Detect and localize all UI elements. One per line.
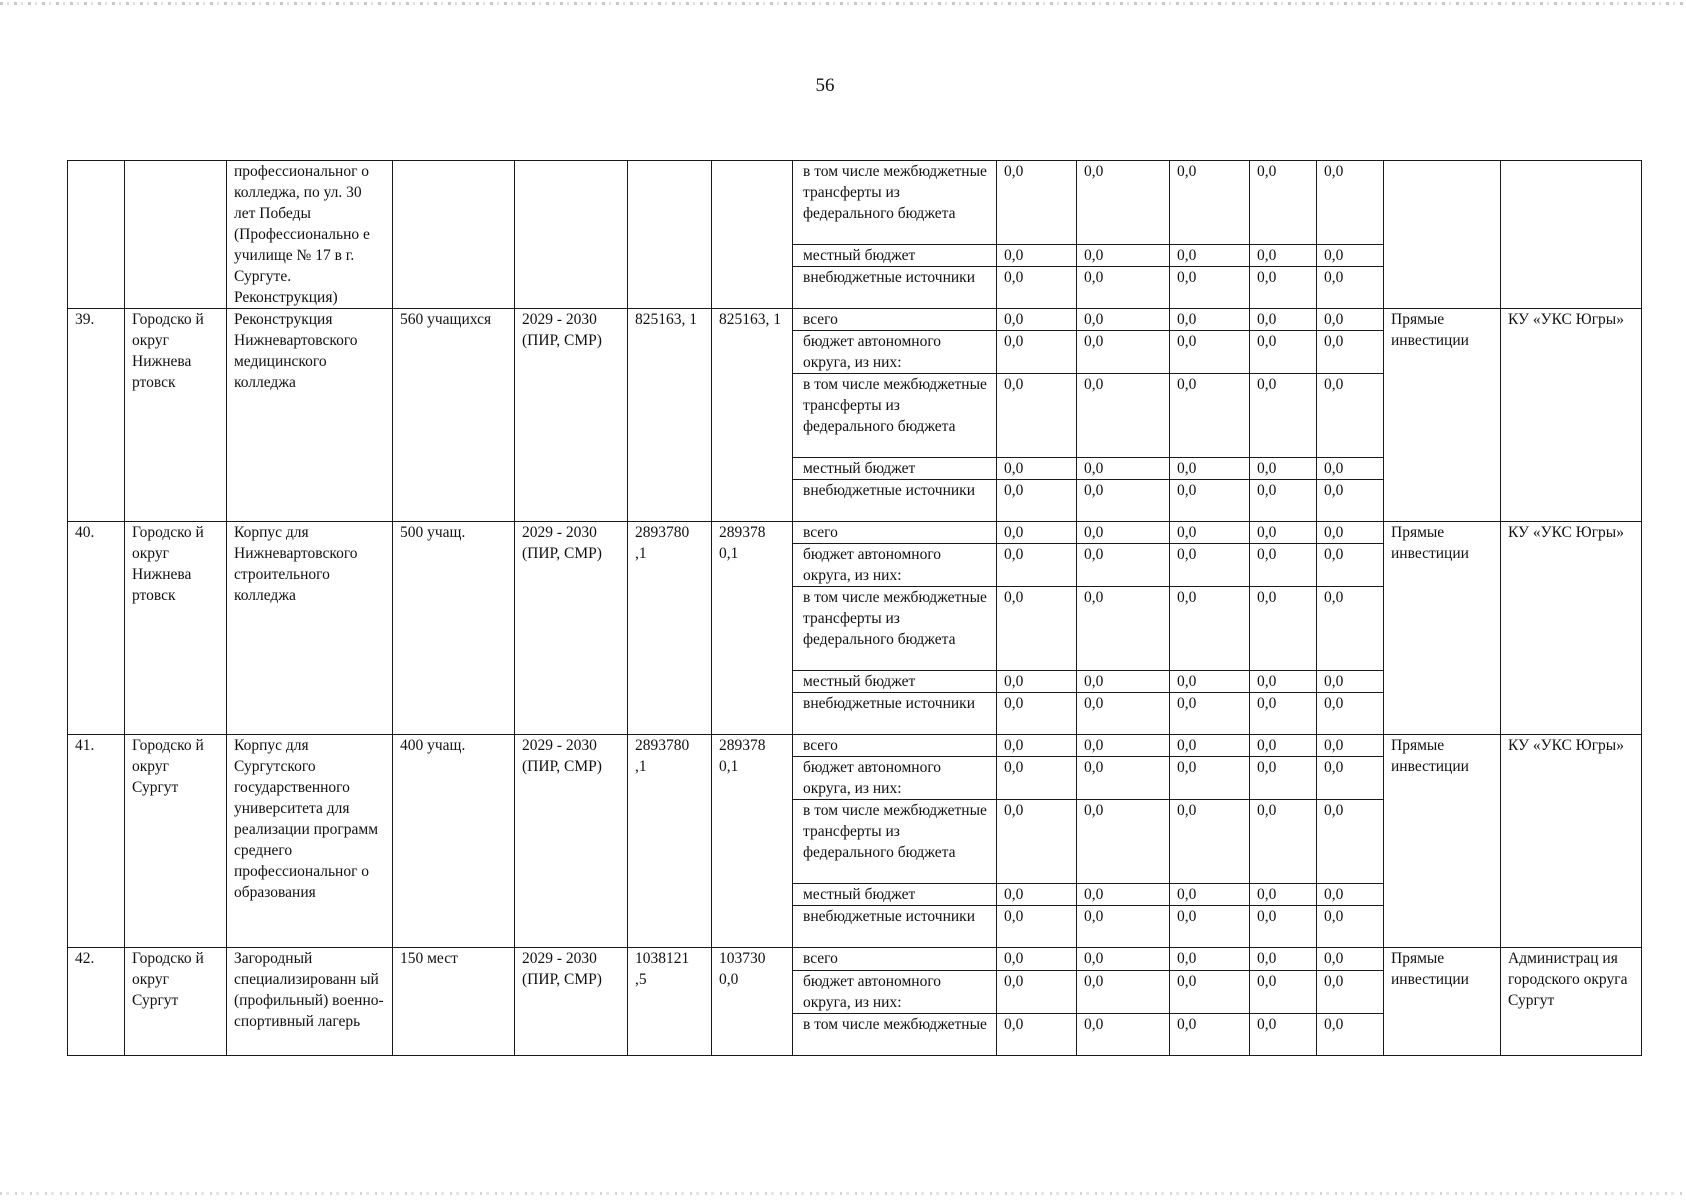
value-cell-1: 0,0 xyxy=(997,800,1077,884)
value-cell-1: 0,0 xyxy=(997,331,1077,374)
value-cell-3: 0,0 xyxy=(1170,374,1250,458)
value-cell-1: 0,0 xyxy=(997,735,1077,757)
funding-label-local: местный бюджет xyxy=(793,458,997,480)
value-cell-1: 0,0 xyxy=(997,245,1077,267)
funding-label-local: местный бюджет xyxy=(793,671,997,693)
value-cell-5: 0,0 xyxy=(1317,884,1384,906)
value-cell-2: 0,0 xyxy=(1077,948,1170,971)
object-name-cell: профессиональног о колледжа, по ул. 30 лет Победы (Профессионально е училище № 17 в г. Сургуте. Реконструкция) xyxy=(227,161,393,309)
value-cell-5: 0,0 xyxy=(1317,161,1384,245)
value-cell-1: 0,0 xyxy=(997,374,1077,458)
funding-label-local: местный бюджет xyxy=(793,245,997,267)
value-cell-3: 0,0 xyxy=(1170,800,1250,884)
funding-label-federal: в том числе межбюджетные трансферты из федерального бюджета xyxy=(793,587,997,671)
page-number: 56 xyxy=(815,75,835,96)
value-cell-2: 0,0 xyxy=(1077,671,1170,693)
customer-cell: КУ «УКС Югры» xyxy=(1501,735,1642,948)
value-cell-2: 0,0 xyxy=(1077,971,1170,1014)
value-cell-3: 0,0 xyxy=(1170,522,1250,544)
cost2-cell: 825163, 1 xyxy=(712,309,793,522)
investment-table xyxy=(67,160,1642,1056)
value-cell-3: 0,0 xyxy=(1170,331,1250,374)
scan-edge-bottom xyxy=(0,1192,1686,1195)
value-cell-5: 0,0 xyxy=(1317,587,1384,671)
table-row xyxy=(68,735,1642,757)
number-cell: 39. xyxy=(68,309,125,522)
funding-label-okrug: бюджет автономного округа, из них: xyxy=(793,544,997,587)
value-cell-4: 0,0 xyxy=(1250,735,1317,757)
value-cell-4: 0,0 xyxy=(1250,671,1317,693)
value-cell-2: 0,0 xyxy=(1077,693,1170,735)
value-cell-4: 0,0 xyxy=(1250,309,1317,331)
number-cell: 41. xyxy=(68,735,125,948)
value-cell-2: 0,0 xyxy=(1077,544,1170,587)
customer-cell xyxy=(1501,161,1642,309)
cost2-cell: 289378 0,1 xyxy=(712,735,793,948)
funding-label-federal: в том числе межбюджетные трансферты из федерального бюджета xyxy=(793,161,997,245)
value-cell-1: 0,0 xyxy=(997,693,1077,735)
value-cell-3: 0,0 xyxy=(1170,458,1250,480)
table-row xyxy=(68,948,1642,971)
value-cell-1: 0,0 xyxy=(997,971,1077,1014)
table-row xyxy=(68,522,1642,544)
value-cell-3: 0,0 xyxy=(1170,480,1250,522)
cost-cell: 2893780 ,1 xyxy=(628,522,712,735)
municipality-cell: Городско й округ Сургут xyxy=(125,948,227,1056)
capacity-cell: 560 учащихся xyxy=(393,309,515,522)
value-cell-3: 0,0 xyxy=(1170,757,1250,800)
value-cell-2: 0,0 xyxy=(1077,458,1170,480)
object-name-cell: Корпус для Сургутского государственного университета для реализации программ среднего профессиональног о образования xyxy=(227,735,393,948)
value-cell-5: 0,0 xyxy=(1317,331,1384,374)
value-cell-3: 0,0 xyxy=(1170,245,1250,267)
customer-cell: КУ «УКС Югры» xyxy=(1501,522,1642,735)
value-cell-5: 0,0 xyxy=(1317,480,1384,522)
funding-label-extra: внебюджетные источники xyxy=(793,693,997,735)
municipality-cell: Городско й округ Нижнева ртовск xyxy=(125,522,227,735)
value-cell-4: 0,0 xyxy=(1250,884,1317,906)
capacity-cell: 400 учащ. xyxy=(393,735,515,948)
value-cell-3: 0,0 xyxy=(1170,671,1250,693)
value-cell-2: 0,0 xyxy=(1077,522,1170,544)
funding-label-federal_partial: в том числе межбюджетные xyxy=(793,1014,997,1056)
value-cell-1: 0,0 xyxy=(997,757,1077,800)
value-cell-2: 0,0 xyxy=(1077,331,1170,374)
value-cell-4: 0,0 xyxy=(1250,948,1317,971)
customer-cell: Администрац ия городского округа Сургут xyxy=(1501,948,1642,1056)
object-name-cell: Корпус для Нижневартовского строительного колледжа xyxy=(227,522,393,735)
value-cell-2: 0,0 xyxy=(1077,757,1170,800)
value-cell-5: 0,0 xyxy=(1317,544,1384,587)
value-cell-4: 0,0 xyxy=(1250,331,1317,374)
capacity-cell: 500 учащ. xyxy=(393,522,515,735)
value-cell-1: 0,0 xyxy=(997,544,1077,587)
value-cell-4: 0,0 xyxy=(1250,906,1317,948)
funding-label-total: всего xyxy=(793,948,997,971)
value-cell-2: 0,0 xyxy=(1077,587,1170,671)
customer-cell: КУ «УКС Югры» xyxy=(1501,309,1642,522)
value-cell-2: 0,0 xyxy=(1077,245,1170,267)
table-body xyxy=(68,161,1642,1056)
cost-cell: 825163, 1 xyxy=(628,309,712,522)
value-cell-5: 0,0 xyxy=(1317,522,1384,544)
capacity-cell xyxy=(393,161,515,309)
cost-cell: 2893780 ,1 xyxy=(628,735,712,948)
value-cell-1: 0,0 xyxy=(997,948,1077,971)
value-cell-1: 0,0 xyxy=(997,884,1077,906)
cost2-cell: 289378 0,1 xyxy=(712,522,793,735)
object-name-cell: Реконструкция Нижневартовского медицинского колледжа xyxy=(227,309,393,522)
value-cell-5: 0,0 xyxy=(1317,245,1384,267)
value-cell-4: 0,0 xyxy=(1250,267,1317,309)
investment-form-cell: Прямые инвестиции xyxy=(1384,522,1501,735)
table-row xyxy=(68,309,1642,331)
value-cell-3: 0,0 xyxy=(1170,161,1250,245)
scan-edge-top xyxy=(0,2,1686,5)
municipality-cell xyxy=(125,161,227,309)
value-cell-2: 0,0 xyxy=(1077,735,1170,757)
value-cell-4: 0,0 xyxy=(1250,245,1317,267)
value-cell-3: 0,0 xyxy=(1170,735,1250,757)
funding-label-extra: внебюджетные источники xyxy=(793,480,997,522)
value-cell-4: 0,0 xyxy=(1250,544,1317,587)
value-cell-3: 0,0 xyxy=(1170,971,1250,1014)
value-cell-3: 0,0 xyxy=(1170,309,1250,331)
value-cell-1: 0,0 xyxy=(997,671,1077,693)
value-cell-5: 0,0 xyxy=(1317,458,1384,480)
value-cell-4: 0,0 xyxy=(1250,587,1317,671)
value-cell-4: 0,0 xyxy=(1250,800,1317,884)
funding-label-total: всего xyxy=(793,309,997,331)
value-cell-4: 0,0 xyxy=(1250,757,1317,800)
value-cell-2: 0,0 xyxy=(1077,480,1170,522)
value-cell-5: 0,0 xyxy=(1317,948,1384,971)
value-cell-4: 0,0 xyxy=(1250,971,1317,1014)
value-cell-4: 0,0 xyxy=(1250,374,1317,458)
value-cell-2: 0,0 xyxy=(1077,374,1170,458)
number-cell xyxy=(68,161,125,309)
investment-form-cell: Прямые инвестиции xyxy=(1384,309,1501,522)
value-cell-1: 0,0 xyxy=(997,587,1077,671)
funding-label-total: всего xyxy=(793,522,997,544)
funding-label-okrug: бюджет автономного округа, из них: xyxy=(793,971,997,1014)
value-cell-4: 0,0 xyxy=(1250,693,1317,735)
funding-label-federal: в том числе межбюджетные трансферты из федерального бюджета xyxy=(793,374,997,458)
number-cell: 42. xyxy=(68,948,125,1056)
value-cell-3: 0,0 xyxy=(1170,544,1250,587)
number-cell: 40. xyxy=(68,522,125,735)
cost-cell: 1038121 ,5 xyxy=(628,948,712,1056)
value-cell-5: 0,0 xyxy=(1317,374,1384,458)
value-cell-2: 0,0 xyxy=(1077,884,1170,906)
value-cell-3: 0,0 xyxy=(1170,1014,1250,1056)
municipality-cell: Городско й округ Сургут xyxy=(125,735,227,948)
value-cell-2: 0,0 xyxy=(1077,161,1170,245)
value-cell-5: 0,0 xyxy=(1317,309,1384,331)
value-cell-2: 0,0 xyxy=(1077,800,1170,884)
funding-label-extra: внебюджетные источники xyxy=(793,267,997,309)
value-cell-5: 0,0 xyxy=(1317,1014,1384,1056)
value-cell-4: 0,0 xyxy=(1250,480,1317,522)
object-name-cell: Загородный специализированн ый (профильный) военно- спортивный лагерь xyxy=(227,948,393,1056)
value-cell-2: 0,0 xyxy=(1077,267,1170,309)
period-cell: 2029 - 2030 (ПИР, СМР) xyxy=(515,309,628,522)
period-cell: 2029 - 2030 (ПИР, СМР) xyxy=(515,522,628,735)
value-cell-1: 0,0 xyxy=(997,906,1077,948)
value-cell-3: 0,0 xyxy=(1170,267,1250,309)
funding-label-total: всего xyxy=(793,735,997,757)
value-cell-5: 0,0 xyxy=(1317,906,1384,948)
value-cell-1: 0,0 xyxy=(997,161,1077,245)
period-cell: 2029 - 2030 (ПИР, СМР) xyxy=(515,735,628,948)
funding-label-local: местный бюджет xyxy=(793,884,997,906)
value-cell-2: 0,0 xyxy=(1077,1014,1170,1056)
funding-label-okrug: бюджет автономного округа, из них: xyxy=(793,331,997,374)
cost2-cell: 103730 0,0 xyxy=(712,948,793,1056)
value-cell-1: 0,0 xyxy=(997,309,1077,331)
investment-form-cell: Прямые инвестиции xyxy=(1384,948,1501,1056)
period-cell xyxy=(515,161,628,309)
value-cell-1: 0,0 xyxy=(997,458,1077,480)
period-cell: 2029 - 2030 (ПИР, СМР) xyxy=(515,948,628,1056)
value-cell-3: 0,0 xyxy=(1170,693,1250,735)
value-cell-3: 0,0 xyxy=(1170,906,1250,948)
funding-label-federal: в том числе межбюджетные трансферты из федерального бюджета xyxy=(793,800,997,884)
value-cell-4: 0,0 xyxy=(1250,458,1317,480)
value-cell-3: 0,0 xyxy=(1170,948,1250,971)
value-cell-2: 0,0 xyxy=(1077,309,1170,331)
value-cell-5: 0,0 xyxy=(1317,971,1384,1014)
table-row-continuation xyxy=(68,161,1642,245)
municipality-cell: Городско й округ Нижнева ртовск xyxy=(125,309,227,522)
value-cell-4: 0,0 xyxy=(1250,161,1317,245)
investment-form-cell xyxy=(1384,161,1501,309)
cost-cell xyxy=(628,161,712,309)
value-cell-4: 0,0 xyxy=(1250,522,1317,544)
value-cell-1: 0,0 xyxy=(997,267,1077,309)
value-cell-3: 0,0 xyxy=(1170,884,1250,906)
value-cell-5: 0,0 xyxy=(1317,267,1384,309)
cost2-cell xyxy=(712,161,793,309)
value-cell-2: 0,0 xyxy=(1077,906,1170,948)
value-cell-1: 0,0 xyxy=(997,1014,1077,1056)
investment-form-cell: Прямые инвестиции xyxy=(1384,735,1501,948)
value-cell-4: 0,0 xyxy=(1250,1014,1317,1056)
value-cell-3: 0,0 xyxy=(1170,587,1250,671)
capacity-cell: 150 мест xyxy=(393,948,515,1056)
value-cell-1: 0,0 xyxy=(997,522,1077,544)
value-cell-5: 0,0 xyxy=(1317,757,1384,800)
funding-label-okrug: бюджет автономного округа, из них: xyxy=(793,757,997,800)
value-cell-5: 0,0 xyxy=(1317,693,1384,735)
value-cell-5: 0,0 xyxy=(1317,735,1384,757)
funding-label-extra: внебюджетные источники xyxy=(793,906,997,948)
value-cell-5: 0,0 xyxy=(1317,800,1384,884)
value-cell-1: 0,0 xyxy=(997,480,1077,522)
value-cell-5: 0,0 xyxy=(1317,671,1384,693)
